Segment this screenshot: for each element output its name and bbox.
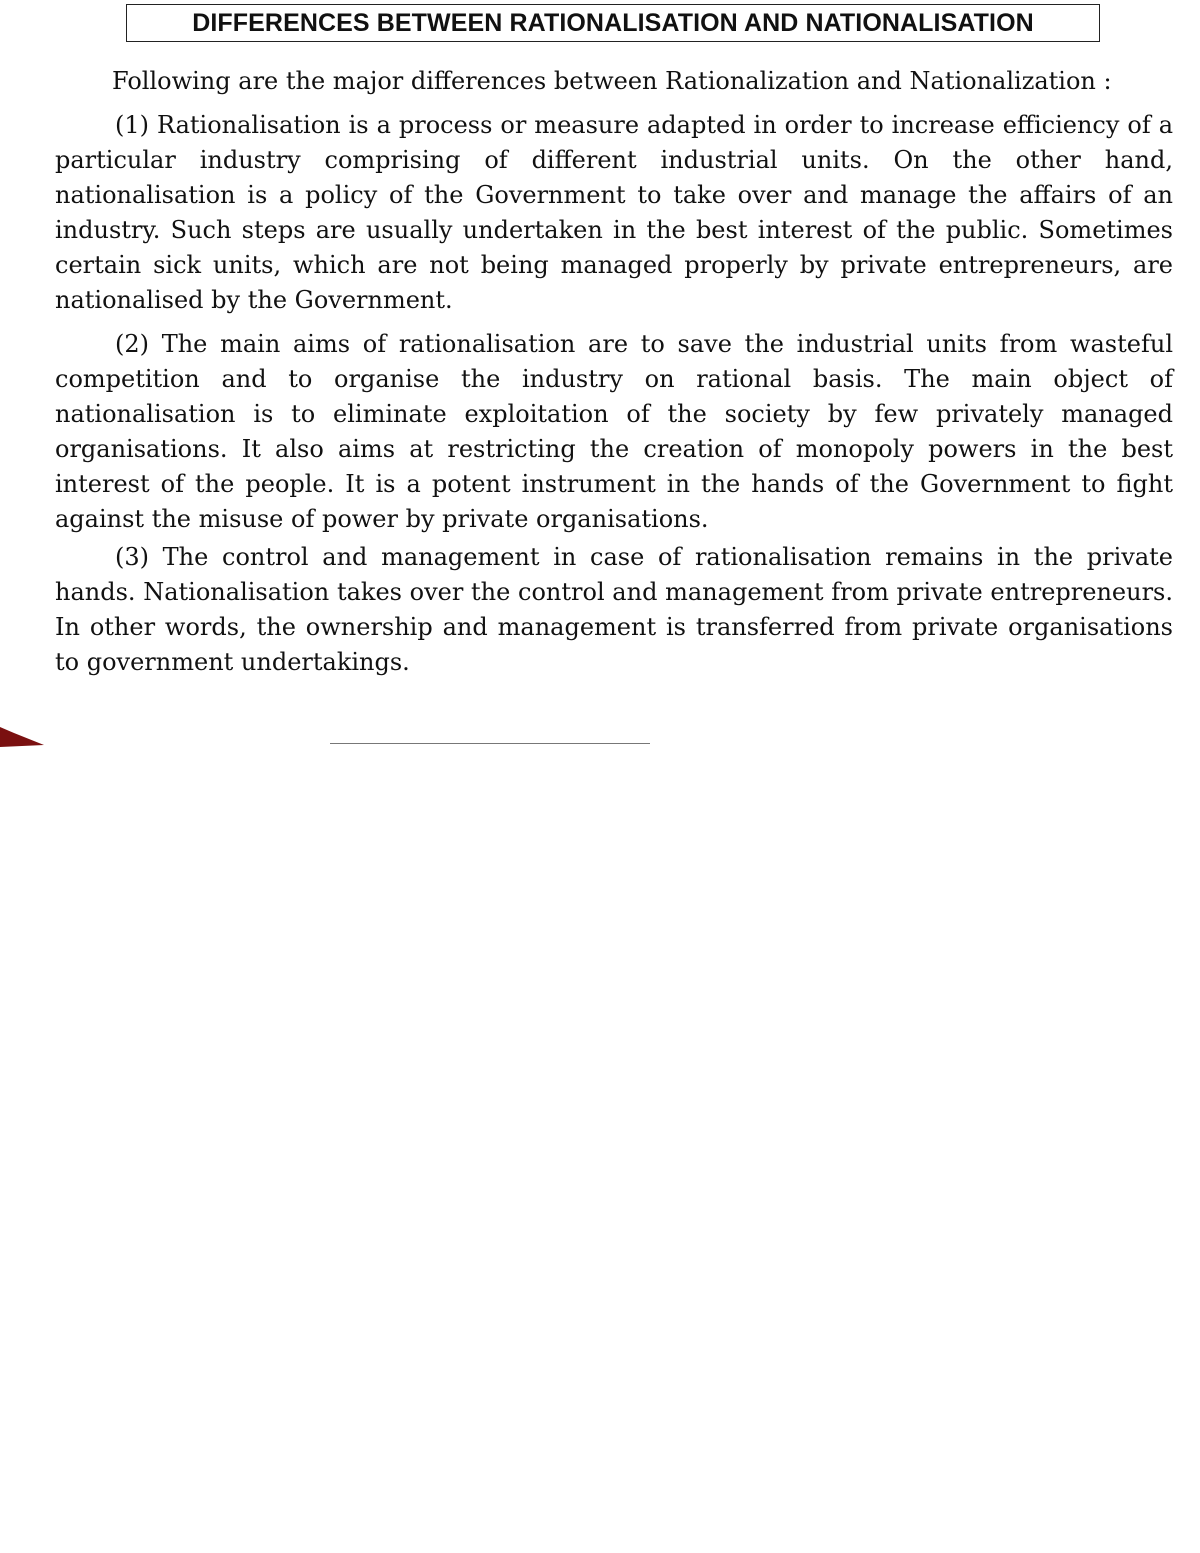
difference-paragraph-2: (2) The main aims of rationalisation are to save the industrial units from wasteful competition and to organise the industry on rational basis. The main object of nationalisation is to eliminate exploitation of the society by few privately managed organisations. It also aims at restricting the creation of monopoly powers in the best interest of the people. It is a potent instrument in the hands of the Government to fight against the misuse of power by private organisations. [55, 330, 1173, 533]
intro-line: Following are the major differences between Rationalization and Nationalization : [112, 67, 1112, 95]
section-divider [330, 743, 650, 744]
scan-edge-mark [0, 725, 44, 749]
difference-paragraph-3: (3) The control and management in case of rationalisation remains in the private hands. Nationalisation takes over the control and management from private entrepreneurs. In other words, the ownership and management is transferred from private organisations to government undertakings. [55, 543, 1173, 676]
heading-box [126, 4, 1100, 42]
difference-paragraph-1: (1) Rationalisation is a process or measure adapted in order to increase efficiency of a particular industry comprising of different industrial units. On the other hand, nationalisation is a policy of the Government to take over and manage the affairs of an industry. Such steps are usually undertaken in the best interest of the public. Sometimes certain sick units, which are not being managed properly by private entrepreneurs, are nationalised by the Government. [55, 111, 1173, 314]
page-heading: DIFFERENCES BETWEEN RATIONALISATION AND NATIONALISATION [192, 8, 1034, 37]
